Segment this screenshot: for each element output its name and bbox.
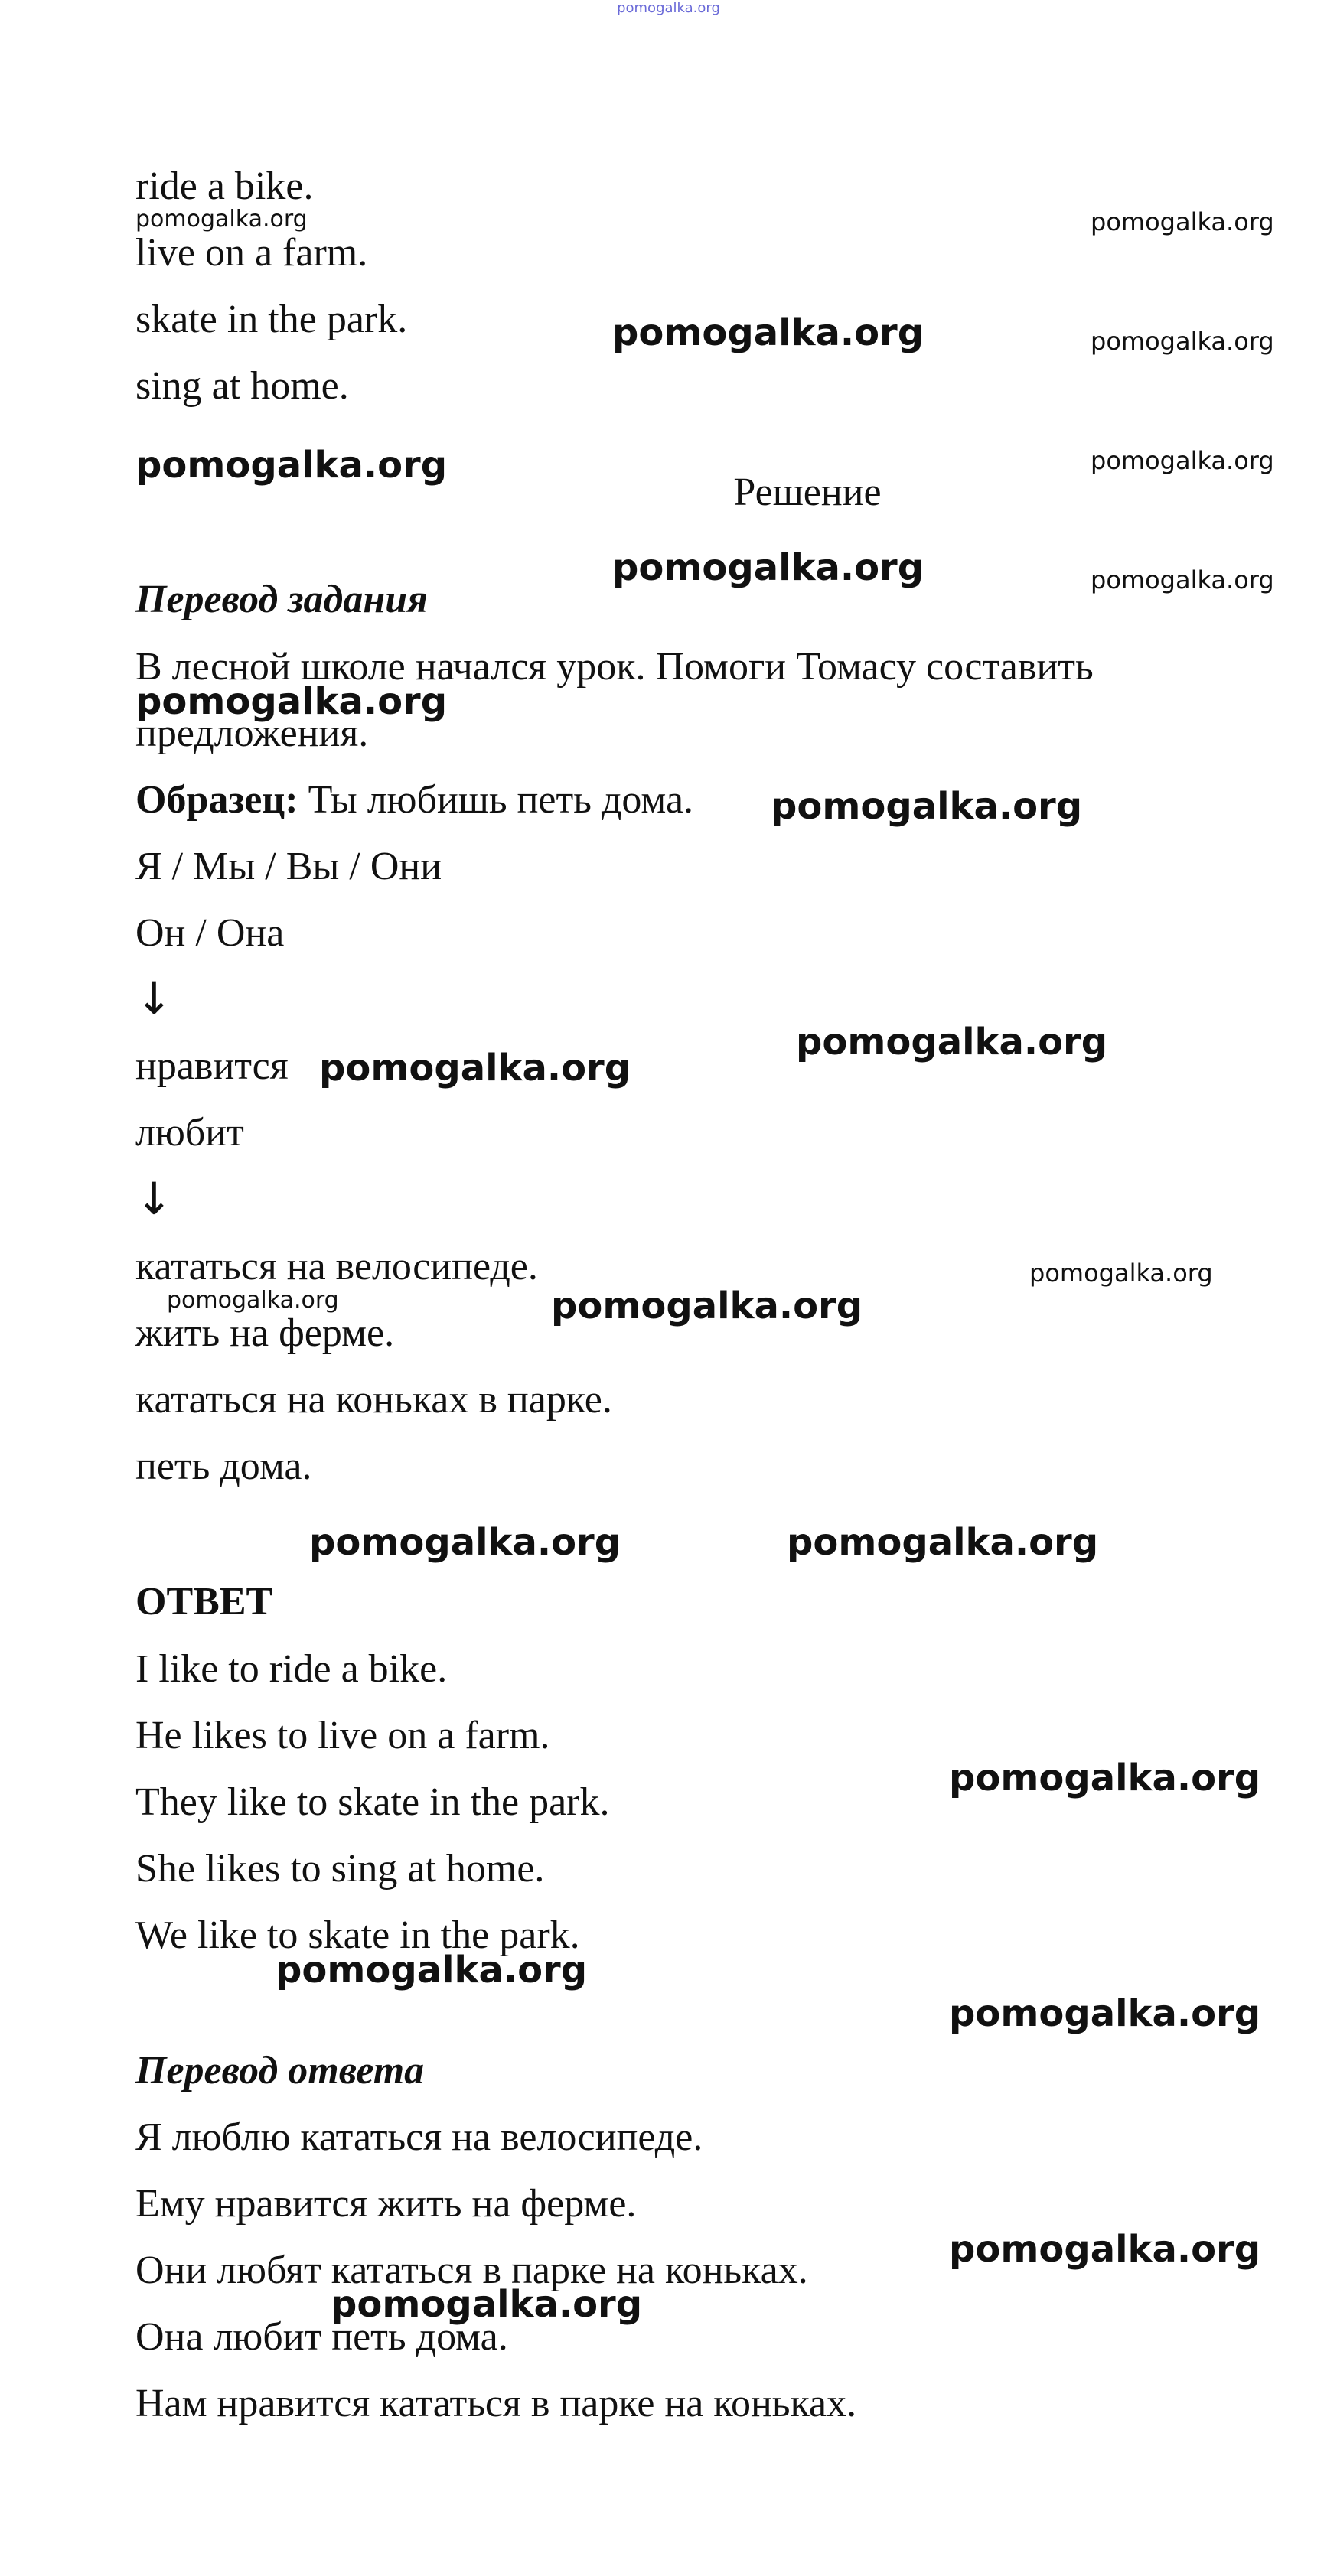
watermark-text: pomogalka.org <box>1029 1259 1213 1288</box>
watermark-text: pomogalka.org <box>331 2283 643 2326</box>
answer-translation-line: Я люблю кататься на велосипеде. <box>135 2115 703 2159</box>
task-line: skate in the park. <box>135 298 408 341</box>
answer-translation-line: Они любят кататься в парке на коньках. <box>135 2249 808 2292</box>
task-line: live on a farm. <box>135 231 368 275</box>
watermark-text: pomogalka.org <box>319 1047 631 1089</box>
activity-line: кататься на велосипеде. <box>135 1245 538 1288</box>
watermark-text: pomogalka.org <box>949 1757 1261 1799</box>
watermark-text: pomogalka.org <box>276 1949 588 1991</box>
answer-line: They like to skate in the park. <box>135 1780 610 1824</box>
watermark-text: pomogalka.org <box>787 1521 1099 1564</box>
activity-line: жить на ферме. <box>135 1311 395 1355</box>
answer-translation-line: Ему нравится жить на ферме. <box>135 2182 637 2226</box>
answer-line: We like to skate in the park. <box>135 1913 580 1957</box>
sample-line <box>135 780 693 820</box>
watermark-text: pomogalka.org <box>1091 565 1274 594</box>
subjects-plural: Я / Мы / Вы / Они <box>135 845 442 888</box>
answer-heading: ОТВЕТ <box>135 1580 273 1623</box>
verb-option: любит <box>135 1111 244 1154</box>
watermark-text: pomogalka.org <box>1091 446 1274 475</box>
answer-translation-line: Нам нравится кататься в парке на коньках. <box>135 2382 857 2425</box>
activity-line: кататься на коньках в парке. <box>135 1378 612 1422</box>
solution-title: Решение <box>733 471 882 514</box>
answer-translation-line: Она любит петь дома. <box>135 2315 508 2359</box>
watermark-text: pomogalka.org <box>949 1992 1261 2035</box>
watermark-text: pomogalka.org <box>1091 327 1274 356</box>
task-line: ride a bike. <box>135 164 314 208</box>
watermark-text: pomogalka.org <box>771 785 1083 828</box>
top-watermark: pomogalka.org <box>617 0 720 16</box>
watermark-text: pomogalka.org <box>796 1021 1108 1063</box>
answer-translation-heading: Перевод ответа <box>135 2049 425 2092</box>
sample-text: Ты любишь петь дома. <box>298 778 694 822</box>
answer-line: She likes to sing at home. <box>135 1847 545 1890</box>
intro-text: предложения. <box>135 712 369 755</box>
watermark-text: pomogalka.org <box>135 206 308 233</box>
answer-line: I like to ride a bike. <box>135 1647 448 1691</box>
watermark-text: pomogalka.org <box>1091 207 1274 236</box>
answer-line: He likes to live on a farm. <box>135 1714 550 1757</box>
subjects-singular: Он / Она <box>135 911 285 955</box>
watermark-text: pomogalka.org <box>167 1287 339 1314</box>
down-arrow-icon: ↓ <box>135 1173 173 1225</box>
watermark-text: pomogalka.org <box>612 311 924 354</box>
intro-text: В лесной школе начался урок. Помоги Томасу составить <box>135 645 1094 689</box>
watermark-text: pomogalka.org <box>309 1521 621 1564</box>
sample-label: Образец: <box>135 778 298 822</box>
task-line: sing at home. <box>135 364 349 408</box>
watermark-text: pomogalka.org <box>949 2228 1261 2271</box>
watermark-text: pomogalka.org <box>612 546 924 589</box>
watermark-text: pomogalka.org <box>135 444 448 487</box>
translation-heading: Перевод задания <box>135 578 428 621</box>
watermark-text: pomogalka.org <box>135 680 448 723</box>
down-arrow-icon: ↓ <box>135 972 173 1024</box>
activity-line: петь дома. <box>135 1444 312 1488</box>
watermark-text: pomogalka.org <box>551 1285 863 1327</box>
verb-option: нравится <box>135 1044 289 1088</box>
